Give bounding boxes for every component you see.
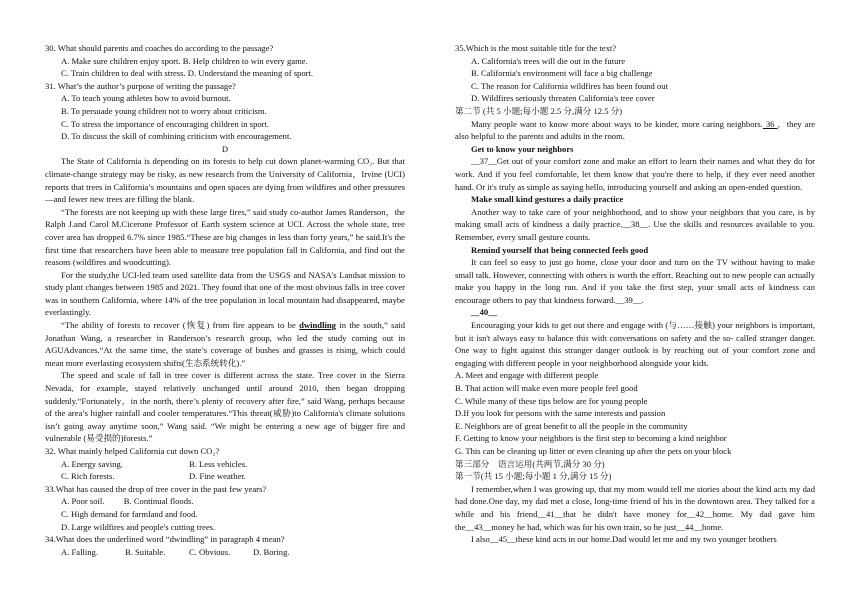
choice-e: E. Neighbors are of great benefit to all the people in the community: [455, 420, 688, 431]
right-column: [455, 42, 815, 546]
paragraph-text: Many people want to know more about ways to be kinder, more caring neighbors.: [471, 118, 763, 129]
choice-c: C. While many of these tips below are for young people: [455, 395, 648, 406]
paragraph-text: that he didn't have money for: [563, 508, 687, 519]
choice-b: B. That action will make even more people feel good: [455, 383, 638, 394]
paragraph-text: I remember,when I was growing up, that my mom would tell me stories about the kind acts my dad had done.One day, my dad met a close, long-time friend of his in the downtown area. They talked for a while and his friend: [455, 483, 815, 519]
cloze-story-paragraph-1: [455, 483, 815, 533]
passage-d-paragraph-2: “The forests are not keeping up with these large fires,” said study co-author James Randerson，the Ralph J.and Carol M.Cicerone Professor of Earth system science at UCI. Across the whole state, tree cover area has dropped 6.7% since 1985.“These are big changes in less than forty years,” he said.It's the first time that researchers have been able to measure tree population fall in California, and find out the reasons (wildfires and woodcutting).: [45, 206, 405, 268]
question-35-option: B. California's environment will face a big challenge: [471, 68, 653, 79]
passage-d-paragraph-3: For the study,the UCI-led team used satellite data from the USGS and NASA's Landsat mission to study plant changes between 1985 and 2021. They found that one of the most obvious falls in tree cover was in southern California, where 14% of the tree population in local mountain had disappeared, maybe everlastingly.: [45, 269, 405, 318]
question-30-option: C. Train children to deal with stress. D. Understand the meaning of sport.: [61, 68, 314, 79]
paragraph-text: It can feel so easy to just go home, close your door and turn on the TV without having to make small talk. However, connecting with others is worth the effort. Reaching out to new people can actually make you happy in the long run. And if you take the first step, your small acts of kindness can encourage others to pay that kindness forward.: [455, 257, 815, 305]
blank-41: __41__: [537, 508, 564, 519]
left-column: [45, 42, 405, 558]
blank-45: __45__: [489, 534, 516, 545]
cloze-paragraph-3: [455, 206, 815, 244]
subheading-small-gestures: Make small kind gestures a daily practice: [471, 194, 624, 205]
blank-40: __40__: [471, 307, 497, 318]
question-32-option: A. Energy saving.: [61, 458, 123, 469]
question-32-options-row: [61, 470, 405, 483]
question-31-option: D. To discuss the skill of combining criticism with encouragement.: [61, 131, 292, 142]
question-31-option: C. To stress the importance of encouraging children in sport.: [61, 118, 270, 129]
paragraph-4-text: in the south,” said Jonathan Wang, a researcher in Randerson’s research group, who led the study coming out in AGUAdvances.“At the same time, the state’s coverage of bushes and grasses is rising, which could mean more everlasting ecosystem shifts(生态系统转化).”: [45, 320, 405, 368]
question-31-option: B. To persuade young children not to worry about criticism.: [61, 105, 267, 116]
paragraph-text: money he had, which was for his own train, so he just: [491, 521, 677, 532]
question-30-option: A. Make sure children enjoy sport. B. Help children to win every game.: [61, 55, 308, 66]
paragraph-text: Get out of your comfort zone and make an effort to learn their names and what they do for work. And if you feel comfortable, let them know that you're there to help, if they ever need another hand. Or it's truly as simple as saying hello, introducing yourself and asking an open-ended question.: [455, 156, 815, 192]
question-30: 30. What should parents and coaches do according to the passage?: [45, 43, 274, 53]
choice-f: F. Getting to know your neighbors is the first step to becoming a kind neighbor: [455, 433, 727, 444]
question-34-option: D. Boring.: [253, 546, 290, 557]
question-34: 34.What does the underlined word “dwindling” in paragraph 4 mean?: [45, 534, 285, 545]
question-35: 35.Which is the most suitable title for the text?: [455, 43, 617, 53]
question-32-option: D. Fine weather.: [189, 471, 246, 482]
cloze-story-paragraph-2: [455, 533, 815, 546]
question-34-option: C. Obvious.: [189, 546, 231, 557]
question-33-option: C. High demand for farmland and food.: [61, 508, 198, 519]
question-34-option: B. Suitable.: [125, 546, 166, 557]
blank-37: __37__: [471, 156, 497, 167]
part-3-section-1-title: 第一节(共 15 小题;每小题 1 分,满分 15 分): [455, 471, 612, 482]
paragraph-4-text: “The ability of forests to recover (恢复) from fire appears to be: [61, 320, 300, 331]
cloze-intro-paragraph: [455, 118, 815, 143]
choice-g: G. This can be cleaning up litter or even cleaning up after the pets on your block: [455, 446, 732, 456]
section-d-heading: D: [221, 143, 229, 154]
question-35-option: D. Wildfires seriously threaten California's tree cover: [471, 93, 655, 104]
passage-d-paragraph-1: The State of California is depending on its forests to help cut down planet-warming CO₂. But that climate-change strategy may be risky, as new research from the University of California，Irvine (UCI) reports that trees in California’s mountains and open spaces are dying from wildfires and other pressures—and fewer new trees are filling the blank.: [45, 156, 405, 205]
choice-d: D.If you look for persons with the same interests and passion: [455, 408, 666, 419]
subheading-being-connected: Remind yourself that being connected feels good: [471, 244, 649, 255]
blank-44: __44__: [676, 521, 703, 532]
question-33-option: A. Poor soil. B. Continual floods.: [61, 496, 194, 507]
question-35-option: A. California's trees will die out in the future: [471, 55, 626, 66]
question-33-option: D. Large wildfires and people's cutting trees.: [61, 521, 216, 532]
passage-d-paragraph-5: The speed and scale of fall in tree cover is different across the state. Tree cover in the Sierra Nevada, for example, stayed relatively unchanged until around 2010, then began dropping suddenly.“Fortunately，in the north, there’s plenty of recovery after fire,” said Wang, perhaps because of the area’s higher rainfall and cooler temperatures.“This threat(威胁)to California's climate solutions isn’t going away anytime soon,” Wang said. “We might be entering a new age of bigger fire and vulnerable (易受损的)forests.”: [45, 370, 405, 444]
underlined-word-dwindling: dwindling: [299, 320, 336, 331]
blank-39: __39__: [615, 294, 642, 305]
paragraph-text: I also: [471, 534, 490, 545]
paragraph-text: Another way to take care of your neighborhood, and to show your neighbors that you care, is by making small acts of kindness a daily practice.: [455, 206, 815, 230]
paragraph-text: home. My dad gave him the: [455, 508, 815, 532]
question-32-option: B. Less vehicles.: [189, 458, 248, 469]
paragraph-text: these kind acts in our home.Dad would let me and my two younger brothers: [515, 534, 777, 545]
part-3-title: 第三部分 语言运用(共两节,满分 30 分): [455, 458, 605, 469]
paragraph-text: ，they are also helpful to the parents and adults in the room.: [455, 118, 816, 142]
question-32: 32. What mainly helped California cut down CO₂?: [45, 446, 220, 456]
choice-a: A. Meet and engage with different people: [455, 370, 599, 381]
question-34-options-row: [61, 546, 405, 559]
cloze-paragraph-5: Encouraging your kids to get out there and engage with (与……接触) your neighbors is important, but it isn't always easy to balance this with conversations on safety and the so- called stranger danger. One way to fight against this stranger danger outlook is by reaching out of your comfort zone and engaging with different people in your neighborhood alongside your kids.: [455, 320, 815, 368]
paragraph-text: home.: [702, 521, 724, 532]
question-33: 33.What has caused the drop of tree cover in the past few years?: [45, 483, 267, 494]
question-31: 31. What’s the author’s purpose of writing the passage?: [45, 80, 236, 91]
paragraph-text: . Use the skills and resources available to you. Remember, every small gesture counts.: [455, 219, 815, 242]
cloze-paragraph-2: [455, 155, 815, 193]
question-32-options-row: [61, 458, 405, 471]
question-34-option: A. Falling.: [61, 546, 99, 557]
blank-38: __38__: [622, 219, 649, 230]
question-35-option: C. The reason for California wildfires has been found out: [471, 80, 668, 91]
paragraph-text: .: [641, 294, 644, 305]
section-2-title: 第二节 (共 5 小题;每小题 2.5 分,满分 12.5 分): [455, 105, 623, 116]
subheading-know-neighbors: Get to know your neighbors: [471, 143, 574, 154]
blank-43: __43__: [465, 521, 492, 532]
question-31-option: A. To teach young athletes how to avoid burnout.: [61, 93, 231, 104]
cloze-paragraph-4: [455, 256, 815, 306]
question-32-option: C. Rich forests.: [61, 471, 115, 482]
blank-42: __42__: [686, 508, 713, 519]
passage-d-paragraph-4: [45, 319, 405, 369]
blank-36: 36: [762, 118, 778, 129]
